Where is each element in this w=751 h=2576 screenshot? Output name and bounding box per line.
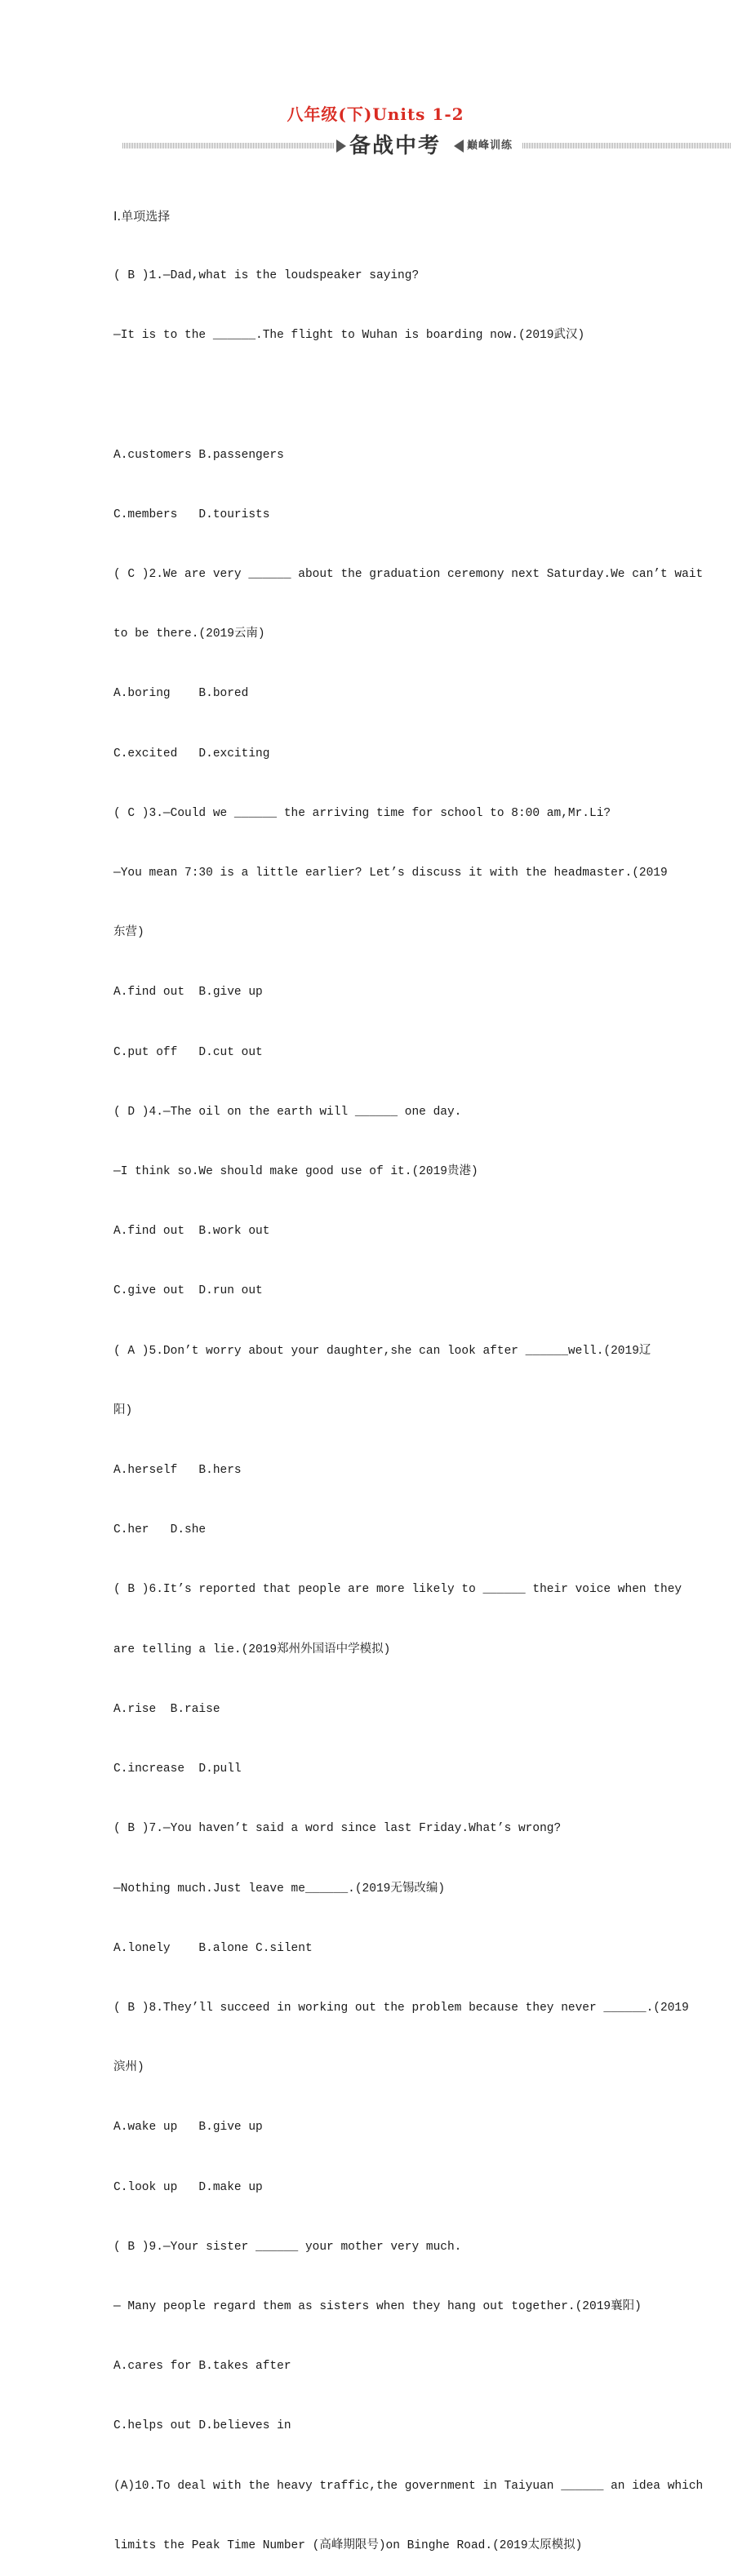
- question-line: —You mean 7:30 is a little earlier? Let’s discuss it with the headmaster.(2019: [113, 867, 668, 880]
- question-line: 滨州): [113, 2061, 144, 2075]
- option-line: C.put off D.cut out: [113, 1045, 263, 1059]
- question-line: —Nothing much.Just leave me______.(2019无锡改编): [113, 1882, 446, 1895]
- banner-sub-label: 巅峰训练: [467, 140, 513, 152]
- option-line: A.find out B.give up: [113, 986, 263, 1000]
- option-line: A.customers B.passengers: [113, 448, 284, 462]
- arrow-left-icon: [454, 140, 464, 153]
- question-line: ( B )1.—Dad,what is the loudspeaker saying?: [113, 269, 420, 283]
- question-line: 东营): [113, 926, 144, 940]
- question-line: (A)10.To deal with the heavy traffic,the government in Taiyuan ______ an idea which: [113, 2479, 704, 2493]
- section-banner: [122, 132, 731, 160]
- question-line: ( C )2.We are very ______ about the graduation ceremony next Saturday.We can’t wait: [113, 568, 704, 582]
- option-line: A.wake up B.give up: [113, 2121, 263, 2135]
- question-line: are telling a lie.(2019郑州外国语中学模拟): [113, 1643, 391, 1656]
- section-heading: Ⅰ.单项选择: [113, 208, 171, 224]
- question-line: 阳): [113, 1403, 133, 1417]
- option-line: C.look up D.make up: [113, 2180, 263, 2194]
- question-line: to be there.(2019云南): [113, 627, 265, 641]
- option-line: C.give out D.run out: [113, 1284, 263, 1298]
- question-line: —It is to the ______.The flight to Wuhan is boarding now.(2019武汉): [113, 329, 585, 343]
- option-line: A.find out B.work out: [113, 1225, 270, 1239]
- option-line: A.rise B.raise: [113, 1702, 220, 1716]
- banner-main-label: 备战中考: [349, 134, 442, 158]
- question-line: —I think so.We should make good use of it.(2019贵港): [113, 1165, 478, 1179]
- question-list: [113, 166, 704, 2576]
- option-line: A.herself B.hers: [113, 1464, 242, 1478]
- option-line: C.her D.she: [113, 1523, 207, 1537]
- page-title: 八年级(下)Units 1-2: [287, 104, 464, 124]
- question-line: ( B )8.They’ll succeed in working out the problem because they never ______.(2019: [113, 2001, 689, 2015]
- option-line: C.excited D.exciting: [113, 747, 270, 760]
- question-line: ( A )5.Don’t worry about your daughter,she can look after ______well.(2019辽: [113, 1344, 651, 1358]
- question-line: ( D )4.—The oil on the earth will ______ one day.: [113, 1105, 462, 1119]
- question-line: — Many people regard them as sisters when they hang out together.(2019襄阳): [113, 2299, 642, 2313]
- blank-line: [113, 385, 677, 405]
- option-line: A.cares for B.takes after: [113, 2360, 291, 2374]
- option-line: C.helps out D.believes in: [113, 2419, 291, 2433]
- banner-right-hatch: [522, 143, 731, 149]
- question-line: ( C )3.—Could we ______ the arriving time for school to 8:00 am,Mr.Li?: [113, 806, 611, 820]
- arrow-right-icon: [336, 140, 346, 153]
- question-line: ( B )9.—Your sister ______ your mother very much.: [113, 2240, 462, 2254]
- option-line: C.increase D.pull: [113, 1762, 242, 1776]
- banner-left-hatch: [122, 143, 335, 149]
- option-line: A.lonely B.alone C.silent: [113, 1941, 313, 1955]
- option-line: A.boring B.bored: [113, 687, 249, 701]
- question-line: ( B )6.It’s reported that people are more likely to ______ their voice when they: [113, 1583, 682, 1597]
- option-line: C.members D.tourists: [113, 508, 270, 521]
- question-line: limits the Peak Time Number (高峰期限号)on Binghe Road.(2019太原模拟): [113, 2538, 583, 2552]
- question-line: ( B )7.—You haven’t said a word since last Friday.What’s wrong?: [113, 1822, 562, 1836]
